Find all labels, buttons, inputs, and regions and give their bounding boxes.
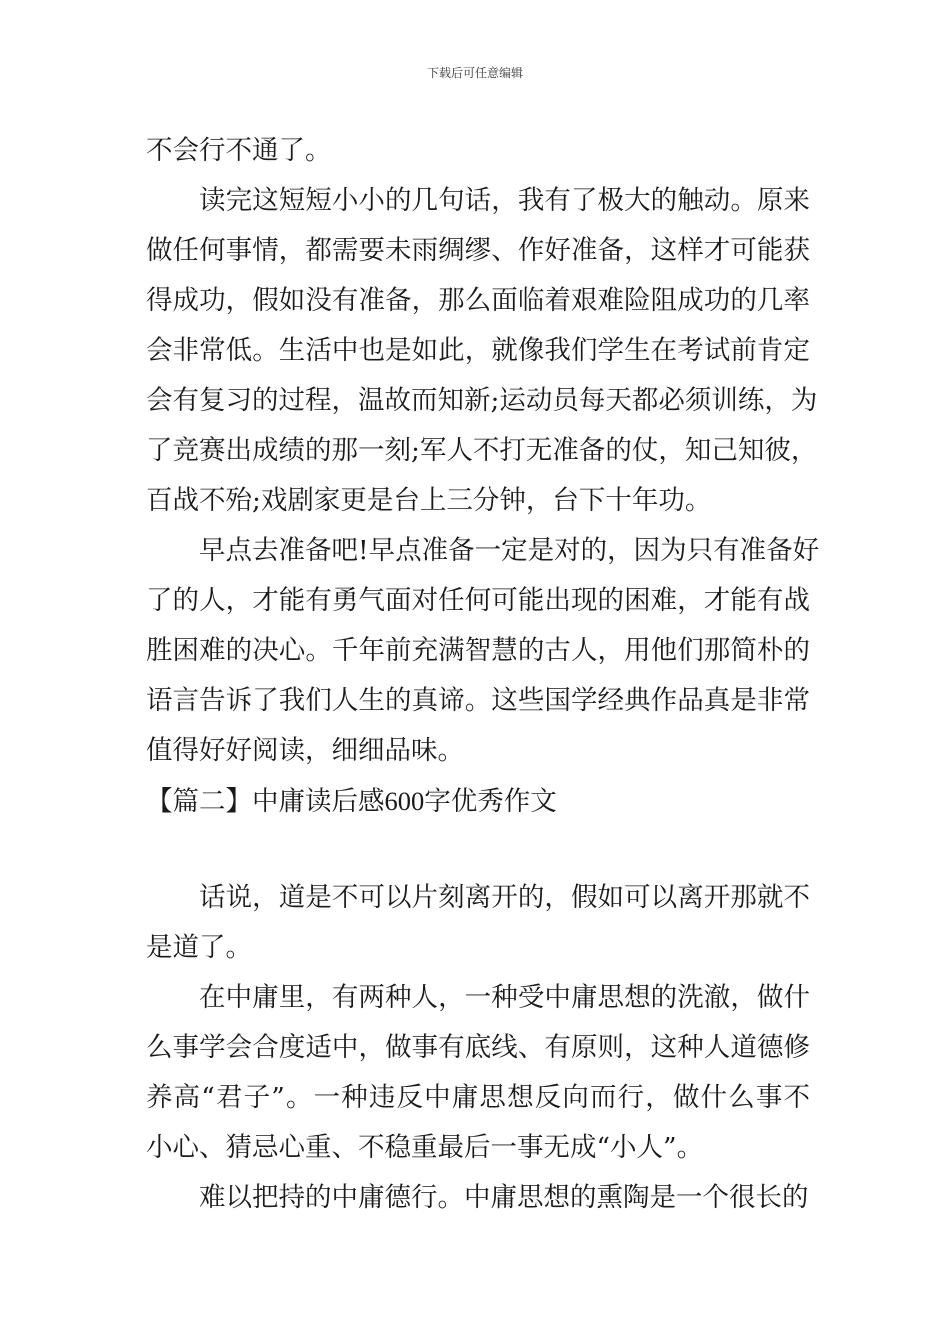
paragraph-line: 不会行不通了。 [146, 135, 332, 166]
part1-paragraphs [146, 126, 820, 776]
paragraph [146, 126, 810, 176]
paragraph-line: 在中庸里，有两种人，一种受中庸思想的洗澈，做什 [199, 982, 810, 1013]
paragraph-line: 会非常低。生活中也是如此，就像我们学生在考试前肯定 [146, 335, 810, 366]
paragraph-line: 难以把持的中庸德行。中庸思想的熏陶是一个很长的 [199, 1182, 809, 1213]
paragraph [146, 1173, 810, 1223]
paragraph-line: 百战不殆;戏剧家更是台上三分钟，台下十年功。 [146, 485, 712, 516]
part2-paragraphs [146, 873, 810, 1223]
paragraph [146, 176, 818, 526]
section-heading-suffix: 字优秀作文 [424, 786, 557, 817]
paragraph-line: 话说，道是不可以片刻离开的，假如可以离开那就不 [199, 882, 810, 913]
section-heading [146, 776, 810, 826]
paragraph-line: 语言告诉了我们人生的真谛。这些国学经典作品真是非常 [146, 685, 810, 716]
section-heading-prefix: 【篇二】中庸读后感 [146, 786, 385, 817]
paragraph [146, 973, 810, 1173]
paragraph-line: 胜困难的决心。千年前充满智慧的古人，用他们那简朴的 [146, 635, 810, 666]
paragraph-line: 做任何事情，都需要未雨绸缪、作好准备，这样才可能获 [146, 235, 810, 266]
paragraph-line: 会有复习的过程，温故而知新;运动员每天都必须训练，为 [146, 385, 818, 416]
paragraph-line: 么事学会合度适中，做事有底线、有原则，这种人道德修 [146, 1032, 810, 1063]
paragraph-line: 早点去准备吧!早点准备一定是对的，因为只有准备好 [199, 535, 820, 566]
section-heading-number: 600 [384, 786, 425, 816]
paragraph-line: 是道了。 [146, 932, 252, 963]
paragraph-line: 养高“君子”。一种违反中庸思想反向而行，做什么事不 [146, 1082, 810, 1113]
paragraph-line: 得成功，假如没有准备，那么面临着艰难险阻成功的几率 [146, 285, 810, 316]
paragraph-line: 了的人，才能有勇气面对任何可能出现的困难，才能有战 [146, 585, 810, 616]
section-spacer [146, 826, 810, 873]
paragraph-line: 了竞赛出成绩的那一刻;军人不打无准备的仗，知己知彼， [146, 435, 818, 466]
paragraph-line: 小心、猜忌心重、不稳重最后一事无成“小人”。 [146, 1132, 704, 1163]
page-header: 下载后可任意编辑 [426, 66, 523, 80]
document-body [146, 126, 820, 1223]
paragraph-line: 读完这短短小小的几句话，我有了极大的触动。原来 [199, 185, 810, 216]
paragraph [146, 873, 810, 973]
paragraph [146, 526, 820, 776]
paragraph-line: 值得好好阅读，细细品味。 [146, 735, 464, 766]
